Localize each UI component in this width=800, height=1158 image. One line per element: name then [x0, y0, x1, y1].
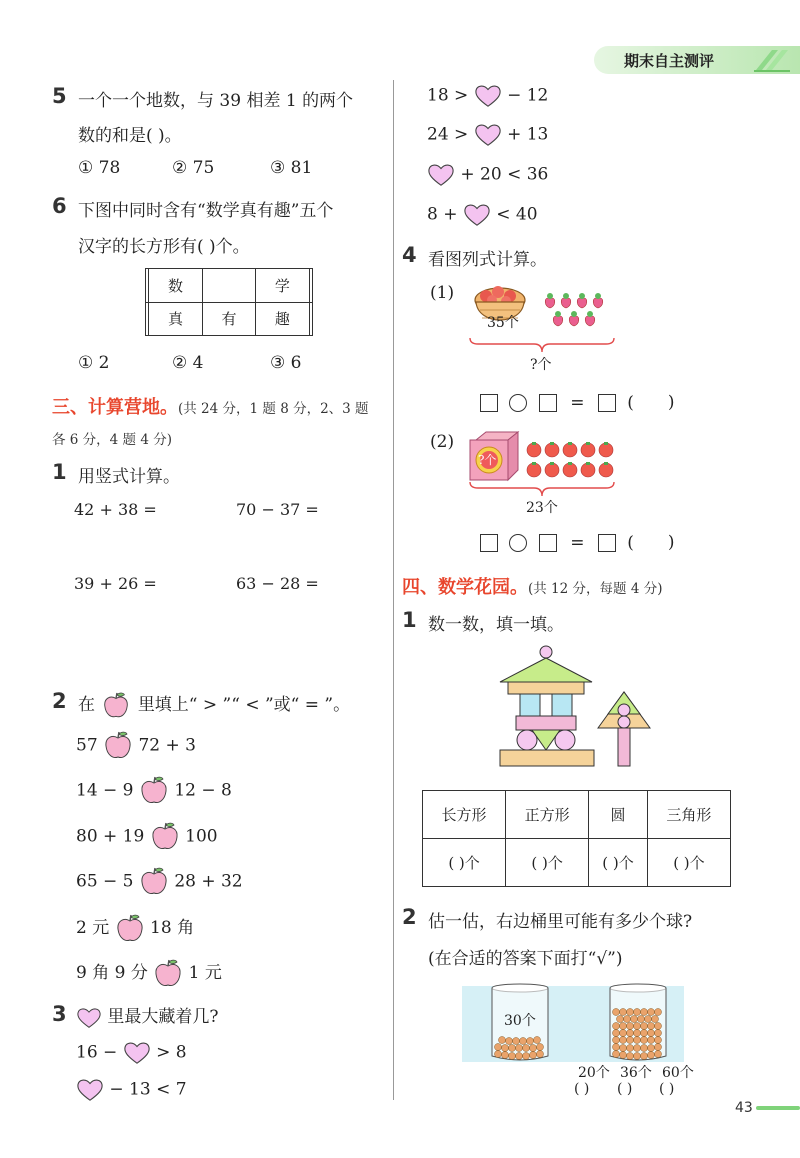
- section-3-note: (共 24 分，1 题 8 分，2、3 题: [178, 401, 369, 417]
- calc-item: 42 + 38 =: [74, 500, 157, 519]
- section-4-title: 四、数学花园。: [402, 577, 528, 598]
- calc-item: 63 − 28 =: [236, 574, 319, 593]
- q6-option-3[interactable]: ③ 6: [270, 353, 302, 373]
- heart-inequality: [76, 1078, 187, 1102]
- page-number: 43: [735, 1100, 753, 1116]
- s3q2-title: [78, 690, 350, 720]
- question-number: 1: [402, 608, 417, 632]
- heart-pre: 8 +: [427, 204, 458, 225]
- operator-circle[interactable]: [509, 534, 527, 552]
- brace: [468, 480, 616, 498]
- answer-box[interactable]: [539, 394, 557, 412]
- heart-inequality: [427, 163, 548, 187]
- page-accent-bar: [756, 1106, 800, 1110]
- compare-right: 72 + 3: [138, 735, 196, 756]
- calc-item: 70 − 37 =: [236, 500, 319, 519]
- question-number: 1: [52, 460, 67, 484]
- heart-post: + 13: [507, 124, 549, 145]
- heart-answer-slot[interactable]: [427, 163, 455, 187]
- compare-row: [76, 731, 196, 761]
- question-number: 2: [402, 905, 417, 929]
- operator-circle[interactable]: [509, 394, 527, 412]
- section-4-heading: [402, 573, 662, 599]
- tomatoes-icon: [524, 440, 616, 480]
- table-header: 三角形: [647, 791, 730, 839]
- grid-cell: [309, 269, 312, 303]
- compare-left: 80 + 19: [76, 826, 145, 847]
- choice-label: 36个: [620, 1065, 652, 1081]
- grid-cell: 学: [256, 269, 309, 303]
- compare-right: 18 角: [150, 918, 195, 938]
- jar-left-label: 30个: [504, 1013, 536, 1029]
- basket-label: 35个: [487, 315, 519, 331]
- apple-answer-slot[interactable]: [115, 914, 145, 944]
- s4q2-subtitle: (在合适的答案下面打“√”): [428, 949, 623, 969]
- question-number: 5: [52, 84, 67, 108]
- header-title: 期末自主测评: [624, 52, 715, 70]
- q5-option-1[interactable]: ① 78: [78, 158, 121, 178]
- answer-cell[interactable]: ( )个: [589, 839, 648, 887]
- column-divider: [393, 80, 394, 1100]
- s4q1-title: 数一数，填一填。: [428, 615, 564, 635]
- pen-ruler-icon: [752, 46, 792, 74]
- compare-row: [76, 776, 232, 806]
- s4q2-title: 估一估，右边桶里可能有多少个球?: [428, 912, 693, 932]
- part-label: (2): [430, 432, 455, 452]
- question-total: ?个: [530, 357, 552, 373]
- choice-blank[interactable]: ( ): [659, 1081, 675, 1097]
- table-header: 正方形: [506, 791, 589, 839]
- s3q2-title-post: 里填上“ > ”“ < ”或“ = ”。: [137, 695, 351, 715]
- compare-row: [76, 913, 194, 944]
- answer-box[interactable]: [480, 394, 498, 412]
- q5-option-2[interactable]: ② 75: [172, 158, 215, 178]
- s3q2-title-pre: 在: [78, 695, 95, 715]
- compare-left: 57: [76, 735, 98, 756]
- shape-count-table: [422, 790, 731, 887]
- apple-answer-slot[interactable]: [139, 867, 169, 897]
- grid-cell: 真: [149, 302, 202, 336]
- grid-cell: [202, 269, 255, 303]
- compare-row: [76, 867, 243, 897]
- heart-pre: 18 >: [427, 85, 469, 106]
- box-label: ?个: [478, 453, 497, 467]
- heart-inequality: [427, 123, 548, 147]
- grid-cell: 数: [149, 269, 202, 303]
- apple-icon: [102, 692, 130, 720]
- compare-left: 9 角 9 分: [76, 963, 148, 983]
- choice-label: 20个: [578, 1065, 610, 1081]
- answer-cell[interactable]: ( )个: [423, 839, 506, 887]
- compare-right: 28 + 32: [174, 871, 243, 892]
- q5-line2: 数的和是( )。: [78, 126, 182, 146]
- choice-blank[interactable]: ( ): [617, 1081, 633, 1097]
- s3q3-title: 里最大藏着几?: [107, 1007, 219, 1027]
- header-tag: [594, 46, 800, 74]
- compare-right: 100: [185, 826, 218, 847]
- heart-post: − 13 < 7: [109, 1079, 187, 1100]
- table-header: 长方形: [423, 791, 506, 839]
- heart-inequality: [427, 203, 538, 227]
- section-3-title: 三、计算营地。: [52, 397, 178, 418]
- heart-inequality: [427, 84, 548, 108]
- heart-answer-slot[interactable]: [474, 84, 502, 108]
- grid-cell: [309, 302, 312, 336]
- shapes-figure: [494, 642, 674, 770]
- jar-right: [606, 982, 670, 1064]
- compare-row: [76, 822, 218, 852]
- q6-line1: 下图中同时含有“数学真有趣”五个: [78, 201, 334, 221]
- apple-answer-slot[interactable]: [150, 822, 180, 852]
- section-4-note: (共 12 分，每题 4 分): [528, 581, 663, 597]
- question-number: 4: [402, 243, 417, 267]
- s3q1-title: 用竖式计算。: [78, 467, 180, 487]
- heart-pre: 16 −: [76, 1042, 118, 1063]
- choice-label: 60个: [662, 1065, 694, 1081]
- heart-icon: [76, 1007, 102, 1029]
- heart-pre: 24 >: [427, 124, 469, 145]
- heart-answer-slot[interactable]: [123, 1041, 151, 1065]
- compare-left: 65 − 5: [76, 871, 134, 892]
- compare-left: 2 元: [76, 918, 110, 938]
- question-number: 2: [52, 689, 67, 713]
- answer-box[interactable]: [539, 534, 557, 552]
- grid-cell: 趣: [256, 302, 309, 336]
- section-3-note-2: 各 6 分，4 题 4 分): [52, 432, 172, 448]
- q6-line2: 汉字的长方形有( )个。: [78, 237, 250, 257]
- heart-answer-slot[interactable]: [474, 123, 502, 147]
- calc-item: 39 + 26 =: [74, 574, 157, 593]
- word-grid: [145, 268, 313, 336]
- heart-post: − 12: [507, 85, 549, 106]
- table-header: 圆: [589, 791, 648, 839]
- equation-row: = ( ): [480, 532, 675, 553]
- strawberries-icon: [542, 290, 608, 330]
- q5-option-3[interactable]: ③ 81: [270, 158, 313, 178]
- heart-answer-slot[interactable]: [463, 203, 491, 227]
- total-label: 23个: [526, 500, 558, 516]
- q6-option-2[interactable]: ② 4: [172, 353, 204, 373]
- s3q3-title-row: [76, 1002, 219, 1029]
- choice-blank[interactable]: ( ): [574, 1081, 590, 1097]
- grid-cell: 有: [202, 302, 255, 336]
- answer-box[interactable]: [480, 534, 498, 552]
- apple-answer-slot[interactable]: [139, 776, 169, 806]
- brace: [468, 336, 616, 354]
- question-number: 3: [52, 1002, 67, 1026]
- heart-inequality: [76, 1041, 187, 1065]
- answer-box[interactable]: [598, 394, 616, 412]
- compare-row: [76, 958, 222, 989]
- heart-post: > 8: [156, 1042, 187, 1063]
- heart-post: + 20 < 36: [460, 164, 549, 185]
- answer-cell[interactable]: ( )个: [506, 839, 589, 887]
- s3q4-title: 看图列式计算。: [428, 250, 547, 270]
- heart-answer-slot[interactable]: [76, 1078, 104, 1102]
- compare-right: 1 元: [188, 963, 222, 983]
- question-number: 6: [52, 194, 67, 218]
- compare-right: 12 − 8: [174, 780, 232, 801]
- q5-line1: 一个一个地数，与 39 相差 1 的两个: [78, 91, 354, 111]
- answer-cell[interactable]: ( )个: [647, 839, 730, 887]
- q6-option-1[interactable]: ① 2: [78, 353, 110, 373]
- answer-box[interactable]: [598, 534, 616, 552]
- part-label: (1): [430, 283, 455, 303]
- apple-answer-slot[interactable]: [153, 959, 183, 989]
- equation-row: = ( ): [480, 392, 675, 413]
- heart-post: < 40: [496, 204, 538, 225]
- apple-answer-slot[interactable]: [103, 731, 133, 761]
- section-3-heading: [52, 393, 369, 419]
- compare-left: 14 − 9: [76, 780, 134, 801]
